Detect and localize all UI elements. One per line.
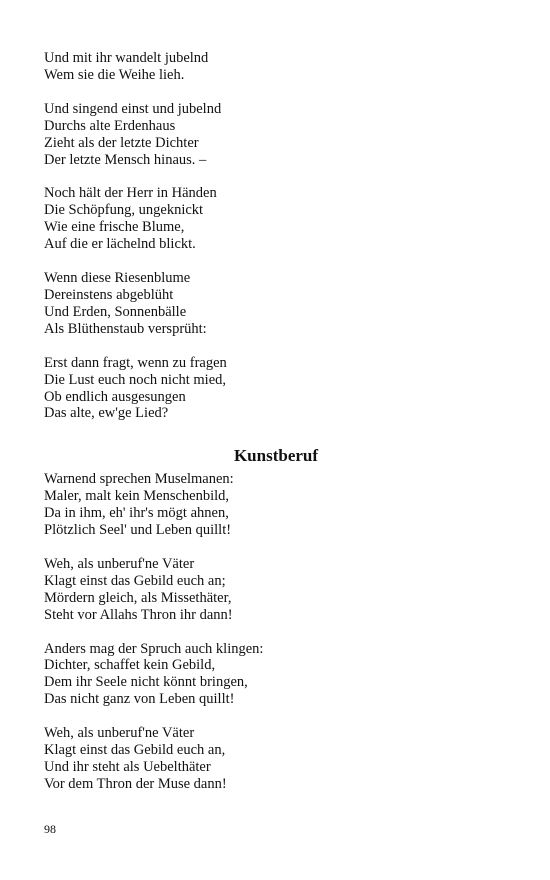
verse-line: Der letzte Mensch hinaus. – [44,151,207,168]
stanza [44,471,514,539]
poem-title: Kunstberuf [233,446,319,466]
verse-line: Klagt einst das Gebild euch an, [44,742,226,759]
stanza [44,355,514,423]
text-column [44,50,514,810]
page-number: 98 [44,822,56,836]
stanza [44,185,514,253]
verse-line: Zieht als der letzte Dichter [44,134,199,151]
verse-line: Das nicht ganz von Leben quillt! [44,691,235,708]
verse-line: Warnend sprechen Muselmanen: [44,471,234,488]
verse-line: Anders mag der Spruch auch klingen: [44,640,264,657]
verse-line: Weh, als unberuf'ne Väter [44,725,195,742]
verse-line: Erst dann fragt, wenn zu fragen [44,354,227,371]
verse-line: Da in ihm, eh' ihr's mögt ahnen, [44,505,229,522]
verse-line: Und ihr steht als Uebelthäter [44,759,211,775]
verse-line: Die Lust euch noch nicht mied, [44,371,227,388]
verse-line: Das alte, ew'ge Lied? [44,405,169,422]
verse-line: Dichter, schaffet kein Gebild, [44,657,216,674]
verse-line: Und Erden, Sonnenbälle [44,303,187,320]
verse-line: Dereinstens abgeblüht [44,286,174,303]
stanza [44,101,514,169]
stanza [44,556,514,624]
stanza [44,725,514,793]
verse-line: Auf die er lächelnd blickt. [44,236,196,253]
verse-line: Durchs alte Erdenhaus [44,117,176,134]
verse-line: Weh, als unberuf'ne Väter [44,555,195,572]
verse-line: Maler, malt kein Menschenbild, [44,488,230,505]
verse-line: Steht vor Allahs Thron ihr dann! [44,606,233,623]
verse-line: Noch hält der Herr in Händen [44,185,217,202]
verse-line: Und singend einst und jubelnd [44,100,222,117]
verse-line: Wie eine frische Blume, [44,219,185,236]
verse-line: Wem sie die Weihe lieh. [44,66,185,83]
stanza [44,270,514,338]
verse-line: Ob endlich ausgesungen [44,388,186,405]
stanza [44,641,514,709]
verse-line: Mördern gleich, als Missethäter, [44,589,232,606]
verse-line: Plötzlich Seel' und Leben quillt! [44,522,232,539]
verse-line: Vor dem Thron der Muse dann! [44,775,227,792]
stanza [44,50,514,84]
poem-kunstberuf [44,471,514,793]
verse-line: Die Schöpfung, ungeknickt [44,202,204,219]
verse-line: Dem ihr Seele nicht könnt bringen, [44,674,248,691]
verse-line: Wenn diese Riesenblume [44,270,191,287]
poem-continued [44,50,514,422]
verse-line: Und mit ihr wandelt jubelnd [44,50,209,66]
verse-line: Klagt einst das Gebild euch an; [44,572,226,589]
verse-line: Als Blüthenstaub versprüht: [44,320,207,337]
